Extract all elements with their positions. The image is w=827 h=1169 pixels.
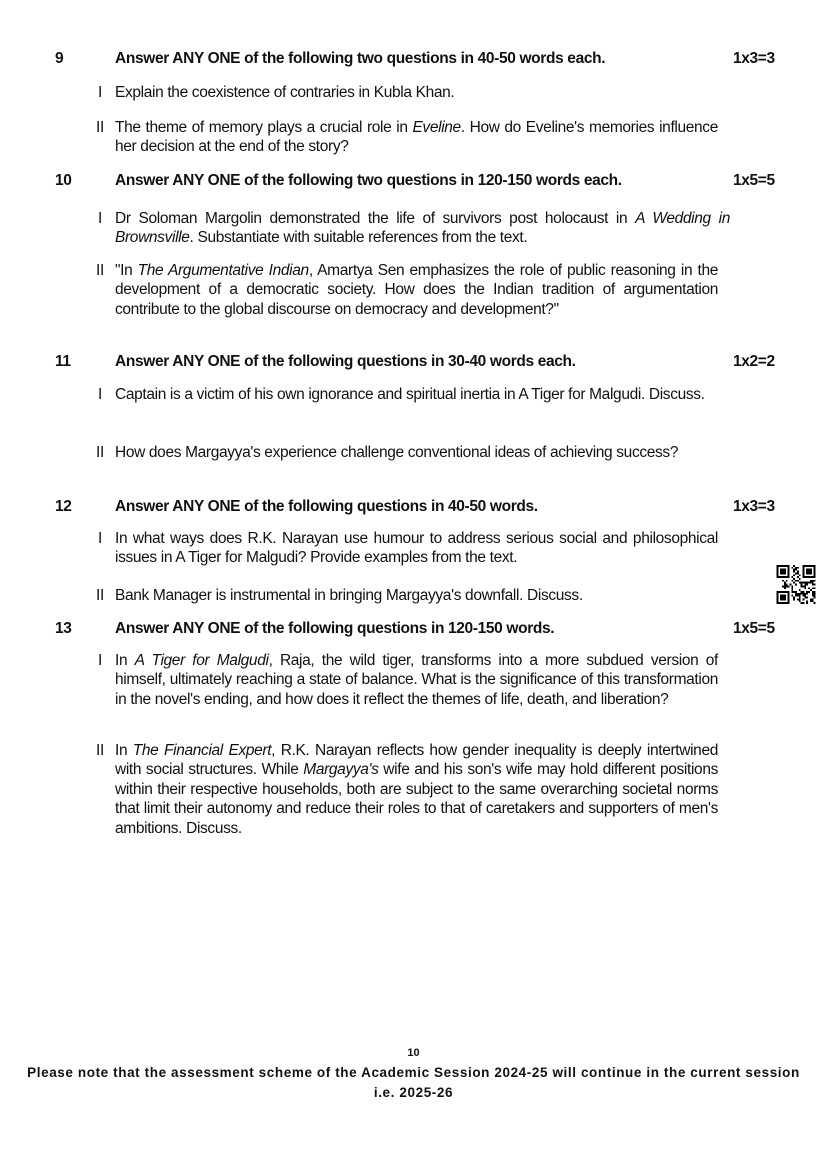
italic-title: Eveline	[412, 119, 461, 136]
text-segment: In	[115, 742, 133, 759]
italic-title: A Wedding in Brownsville	[115, 210, 730, 247]
option-numeral: I	[98, 652, 102, 669]
question-number: 12	[55, 498, 72, 515]
option-numeral: I	[98, 210, 102, 227]
option-text	[115, 209, 730, 248]
text-segment: The theme of memory plays a crucial role in	[115, 119, 413, 136]
text-segment: , R.K. Narayan reflects how gender inequality is deeply intertwined with social structures. While	[115, 742, 718, 779]
question-number: 10	[55, 172, 72, 189]
italic-title: The Argumentative Indian	[137, 262, 309, 279]
option-text	[115, 443, 718, 462]
text-segment: "In	[115, 262, 138, 279]
question-instruction: Answer ANY ONE of the following questions in 40-50 words.	[115, 498, 538, 515]
option-numeral: I	[98, 530, 102, 547]
question-marks: 1x5=5	[733, 172, 775, 189]
option-text	[115, 651, 718, 709]
option-numeral: I	[98, 84, 102, 101]
question-instruction: Answer ANY ONE of the following two questions in 120-150 words each.	[115, 172, 622, 189]
question-marks: 1x5=5	[733, 620, 775, 637]
option-text	[115, 741, 718, 838]
question-marks: 1x3=3	[733, 50, 775, 67]
option-numeral: II	[96, 262, 104, 279]
option-numeral: II	[96, 444, 104, 461]
option-numeral: II	[96, 119, 104, 136]
option-text	[115, 586, 718, 605]
option-text	[115, 118, 718, 157]
option-text	[115, 529, 718, 568]
question-marks: 1x2=2	[733, 353, 775, 370]
text-segment: Explain the coexistence of contraries in Kubla Khan.	[115, 84, 455, 101]
question-marks: 1x3=3	[733, 498, 775, 515]
option-text	[115, 83, 718, 102]
text-segment: , Raja, the wild tiger, transforms into a more subdued version of himself, ultimately reaching a state of balance. What is the significance of this transformation in the novel's ending, and how does it reflect the themes of life, death, and liberation?	[115, 652, 718, 708]
italic-title: A Tiger for Malgudi	[134, 652, 269, 669]
question-instruction: Answer ANY ONE of the following questions in 30-40 words each.	[115, 353, 576, 370]
text-segment: How does Margayya's experience challenge conventional ideas of achieving success?	[115, 444, 679, 461]
italic-title: Margayya's	[303, 761, 379, 779]
text-segment: , Amartya Sen emphasizes the role of public reasoning in the development of a democratic society. How does the Indian tradition of argumentation contribute to the global discourse on democracy and development?"	[115, 262, 718, 318]
text-segment: . Substantiate with suitable references from the text.	[189, 229, 528, 247]
question-number: 13	[55, 620, 72, 637]
question-instruction: Answer ANY ONE of the following questions in 120-150 words.	[115, 620, 555, 637]
text-segment: Bank Manager is instrumental in bringing Margayya's downfall. Discuss.	[115, 587, 583, 604]
text-segment: Dr Soloman Margolin demonstrated the life of survivors post holocaust in	[115, 210, 636, 227]
option-numeral: II	[96, 742, 104, 759]
text-segment: . How do Eveline's memories influence her decision at the end of the story?	[115, 119, 718, 156]
option-text	[115, 261, 718, 319]
page-number: 10	[407, 1047, 420, 1059]
footer-note: Please note that the assessment scheme of the Academic Session 2024-25 will continue in the current session i.e. 2025-26	[27, 1065, 800, 1100]
option-text	[115, 385, 718, 404]
question-instruction: Answer ANY ONE of the following two questions in 40-50 words each.	[115, 50, 606, 67]
text-segment: In what ways does R.K. Narayan use humour to address serious social and philosophical issues in A Tiger for Malgudi? Provide examples from the text.	[115, 530, 718, 567]
qr-code-icon	[776, 565, 816, 604]
question-number: 11	[55, 353, 71, 370]
question-number: 9	[55, 50, 64, 67]
option-numeral: II	[96, 587, 104, 604]
text-segment: Captain is a victim of his own ignorance and spiritual inertia in A Tiger for Malgudi. Discuss.	[115, 386, 705, 403]
text-segment: In	[115, 652, 135, 669]
option-numeral: I	[98, 386, 102, 403]
italic-title: The Financial Expert	[132, 742, 272, 759]
text-segment: wife and his son's wife may hold different positions within their respective households, both are subject to the same overarching societal norms that limit their autonomy and reduce their roles to that of caretakers and supporters of men's ambitions. Discuss.	[115, 761, 718, 837]
